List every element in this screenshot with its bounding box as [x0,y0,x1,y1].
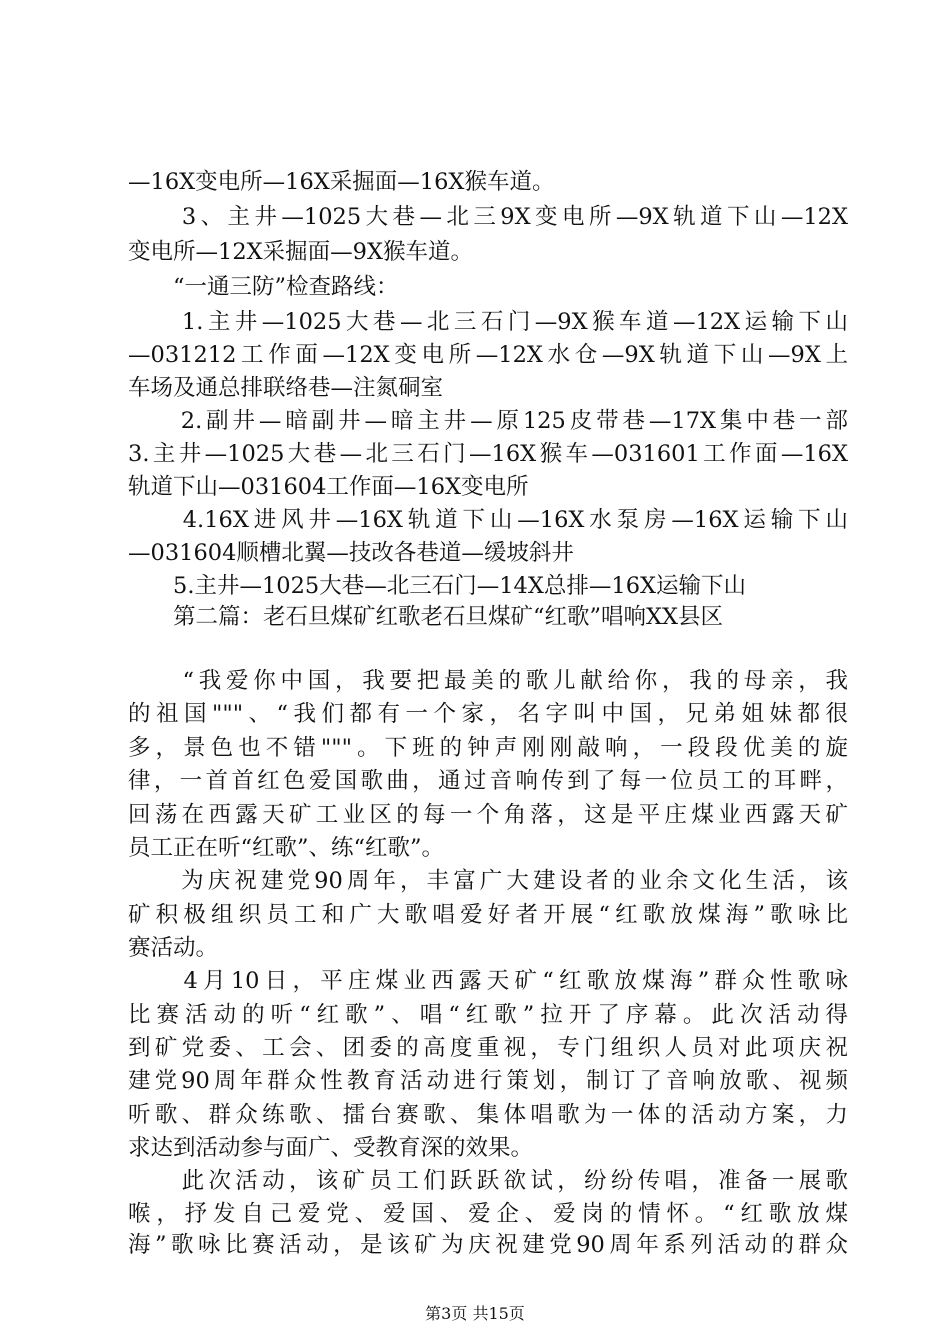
body-line: 3、主井—1025大巷—北三9X变电所—9X轨道下山—12X [128,204,848,230]
body-line: —16X变电所—16X采掘面—16X猴车道。 [128,169,555,195]
body-line: 海”歌咏比赛活动，是该矿为庆祝建党90周年系列活动的群众 [128,1232,848,1258]
body-line: “一通三防”检查路线： [128,274,399,300]
body-line: 5.主井—1025大巷—北三石门—14X总排—16X运输下山 [128,573,747,599]
body-line: 赛活动。 [128,935,219,961]
body-line: 轨道下山—031604工作面—16X变电所 [128,474,529,500]
body-line: 4月10日，平庄煤业西露天矿“红歌放煤海”群众性歌咏 [128,968,848,994]
body-line: 矿积极组织员工和广大歌唱爱好者开展“红歌放煤海”歌咏比 [128,902,848,928]
body-line: 多，景色也不错"""。下班的钟声刚刚敲响，一段段优美的旋 [128,735,848,761]
body-line: “我爱你中国，我要把最美的歌儿献给你，我的母亲，我 [128,668,848,694]
body-line: —031604顺槽北翼—技改各巷道—缓坡斜井 [128,540,574,566]
body-line: 律，一首首红色爱国歌曲，通过音响传到了每一位员工的耳畔， [128,768,848,794]
body-line: 建党90周年群众性教育活动进行策划，制订了音响放歌、视频 [128,1068,848,1094]
body-line: 变电所—12X采掘面—9X猴车道。 [128,239,473,265]
body-line: 听歌、群众练歌、擂台赛歌、集体唱歌为一体的活动方案，力 [128,1102,848,1128]
body-line: 1.主井—1025大巷—北三石门—9X猴车道—12X运输下山 [128,309,848,335]
body-line: 员工正在听“红歌”、练“红歌”。 [128,835,445,861]
body-line: 回荡在西露天矿工业区的每一个角落，这是平庄煤业西露天矿 [128,802,848,828]
body-line: 喉，抒发自己爱党、爱国、爱企、爱岗的情怀。“红歌放煤 [128,1201,848,1227]
body-line: 的祖国"""、“我们都有一个家，名字叫中国，兄弟姐妹都很 [128,701,848,727]
page-number-footer: 第3页 共15页 [425,1304,525,1323]
body-line: 3.主井—1025大巷—北三石门—16X猴车—031601工作面—16X [128,441,848,467]
body-line: 此次活动，该矿员工们跃跃欲试，纷纷传唱，准备一展歌 [128,1168,848,1194]
body-line: 比赛活动的听“红歌”、唱“红歌”拉开了序幕。此次活动得 [128,1002,848,1028]
body-line: 2.副井—暗副井—暗主井—原125皮带巷—17X集中巷一部 [128,408,848,434]
body-line: 车场及通总排联络巷—注氮硐室 [128,375,444,401]
body-line: 为庆祝建党90周年，丰富广大建设者的业余文化生活，该 [128,868,848,894]
body-line: —031212工作面—12X变电所—12X水仓—9X轨道下山—9X上 [128,342,848,368]
body-line: 4.16X进风井—16X轨道下山—16X水泵房—16X运输下山 [128,507,848,533]
section-heading: 第二篇：老石旦煤矿红歌老石旦煤矿“红歌”唱响XX县区 [128,604,724,630]
body-line: 到矿党委、工会、团委的高度重视，专门组织人员对此项庆祝 [128,1035,848,1061]
body-line: 求达到活动参与面广、受教育深的效果。 [128,1135,534,1161]
